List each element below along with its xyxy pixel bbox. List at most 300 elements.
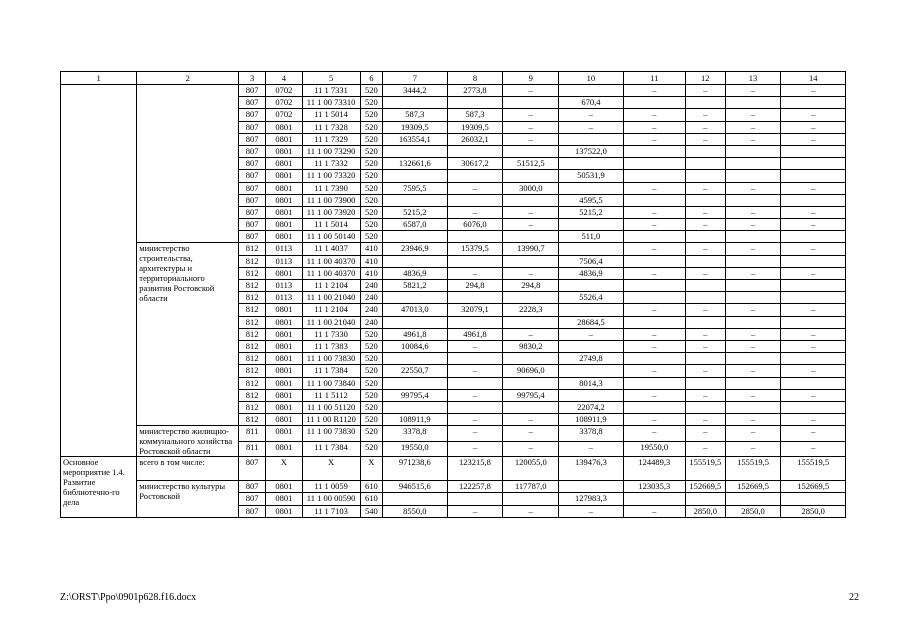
table-cell	[503, 194, 559, 206]
table-cell: –	[503, 441, 559, 457]
table-cell	[781, 194, 846, 206]
table-cell: 0801	[266, 231, 303, 243]
table-cell: 132661,6	[383, 158, 447, 170]
table-cell: 11 1 7103	[302, 505, 360, 517]
table-cell: 4961,8	[383, 328, 447, 340]
table-cell: 108911,9	[559, 414, 623, 426]
table-cell	[383, 401, 447, 413]
table-cell: –	[503, 426, 559, 442]
table-cell: 124489,3	[623, 457, 685, 481]
table-cell: –	[781, 365, 846, 377]
table-cell	[623, 280, 685, 292]
table-cell: 520	[360, 85, 383, 97]
table-cell: –	[685, 133, 725, 145]
table-cell: –	[623, 505, 685, 517]
table-cell: –	[685, 182, 725, 194]
table-cell	[503, 170, 559, 182]
table-cell	[685, 170, 725, 182]
table-cell	[383, 493, 447, 505]
column-header: 8	[447, 72, 503, 85]
table-cell	[503, 401, 559, 413]
table-cell	[685, 493, 725, 505]
table-cell: 240	[360, 316, 383, 328]
page-number: 22	[849, 592, 859, 603]
table-cell: –	[623, 243, 685, 255]
table-cell: 26032,1	[447, 133, 503, 145]
table-row	[61, 426, 846, 442]
table-cell: 0801	[266, 426, 303, 442]
table-cell: 520	[360, 182, 383, 194]
table-cell: 11 1 5014	[302, 109, 360, 121]
table-cell	[685, 316, 725, 328]
table-cell: 11 1 00 73830	[302, 353, 360, 365]
table-cell	[447, 194, 503, 206]
table-cell	[725, 231, 781, 243]
table-cell	[383, 97, 447, 109]
budget-table	[60, 71, 846, 518]
table-cell: 0801	[266, 267, 303, 279]
table-cell: 540	[360, 505, 383, 517]
table-cell: 520	[360, 414, 383, 426]
table-cell	[559, 304, 623, 316]
table-cell: 123215,8	[447, 457, 503, 481]
table-cell: 5526,4	[559, 292, 623, 304]
table-cell: 520	[360, 109, 383, 121]
table-cell: –	[447, 206, 503, 218]
table-cell	[383, 255, 447, 267]
table-cell: 7506,4	[559, 255, 623, 267]
table-cell: 152669,5	[781, 481, 846, 493]
table-cell: 807	[239, 505, 266, 517]
table-cell	[383, 170, 447, 182]
table-cell: –	[447, 414, 503, 426]
table-cell: 99795,4	[503, 389, 559, 401]
table-cell: 0801	[266, 219, 303, 231]
table-cell: 0801	[266, 170, 303, 182]
table-cell: –	[725, 109, 781, 121]
table-cell	[725, 353, 781, 365]
table-cell: –	[781, 426, 846, 442]
table-cell	[503, 97, 559, 109]
table-cell: –	[503, 267, 559, 279]
table-cell: 807	[239, 481, 266, 493]
table-cell: –	[685, 365, 725, 377]
table-cell: 294,8	[503, 280, 559, 292]
table-cell: –	[623, 267, 685, 279]
table-cell: 587,3	[447, 109, 503, 121]
table-cell: 0801	[266, 206, 303, 218]
table-cell: 0801	[266, 145, 303, 157]
table-cell	[685, 377, 725, 389]
table-cell	[623, 401, 685, 413]
table-cell: 0113	[266, 292, 303, 304]
table-cell: 520	[360, 231, 383, 243]
table-cell: 163554,1	[383, 133, 447, 145]
table-cell: 0801	[266, 414, 303, 426]
table-cell: 11 1 00 21040	[302, 292, 360, 304]
table-cell: –	[623, 206, 685, 218]
table-cell	[559, 85, 623, 97]
table-cell	[447, 493, 503, 505]
table-cell: 807	[239, 121, 266, 133]
table-cell: 520	[360, 353, 383, 365]
table-cell	[383, 316, 447, 328]
table-cell: 0801	[266, 505, 303, 517]
table-cell: 11 1 5014	[302, 219, 360, 231]
table-cell	[725, 145, 781, 157]
table-cell: 807	[239, 145, 266, 157]
table-cell	[725, 97, 781, 109]
table-cell	[447, 377, 503, 389]
table-cell: 240	[360, 292, 383, 304]
column-header: 12	[685, 72, 725, 85]
table-cell: –	[685, 340, 725, 352]
table-cell: –	[559, 109, 623, 121]
table-cell: 127983,3	[559, 493, 623, 505]
table-cell: 30617,2	[447, 158, 503, 170]
table-cell: 155519,5	[685, 457, 725, 481]
table-cell	[685, 255, 725, 267]
table-cell	[781, 353, 846, 365]
table-cell: 4836,9	[383, 267, 447, 279]
table-cell: 4836,9	[559, 267, 623, 279]
table-cell: 410	[360, 267, 383, 279]
table-cell: 520	[360, 206, 383, 218]
table-cell	[623, 145, 685, 157]
table-cell: 812	[239, 377, 266, 389]
table-cell: 90696,0	[503, 365, 559, 377]
table-cell: –	[623, 426, 685, 442]
table-cell: 5215,2	[383, 206, 447, 218]
table-cell: 812	[239, 365, 266, 377]
table-cell	[447, 255, 503, 267]
table-cell	[623, 231, 685, 243]
table-cell: –	[725, 426, 781, 442]
column-header: 11	[623, 72, 685, 85]
table-cell: –	[685, 243, 725, 255]
table-cell: –	[559, 121, 623, 133]
table-cell	[685, 231, 725, 243]
table-cell	[623, 292, 685, 304]
table-cell: 23946,9	[383, 243, 447, 255]
table-cell	[559, 280, 623, 292]
table-cell	[781, 170, 846, 182]
table-cell: 11 1 7329	[302, 133, 360, 145]
table-cell	[725, 158, 781, 170]
table-cell: –	[623, 109, 685, 121]
column-header: 10	[559, 72, 623, 85]
table-cell: 946515,6	[383, 481, 447, 493]
table-cell: –	[503, 109, 559, 121]
table-cell	[383, 194, 447, 206]
table-cell	[383, 231, 447, 243]
table-cell: 0801	[266, 194, 303, 206]
table-cell: –	[685, 109, 725, 121]
table-cell: 0801	[266, 182, 303, 194]
table-cell	[503, 353, 559, 365]
table-cell	[503, 493, 559, 505]
table-cell: –	[503, 328, 559, 340]
table-cell: 807	[239, 231, 266, 243]
table-cell: –	[685, 304, 725, 316]
table-cell: 11 1 00 40370	[302, 267, 360, 279]
table-cell	[447, 401, 503, 413]
table-cell: 5821,2	[383, 280, 447, 292]
table-cell: 807	[239, 85, 266, 97]
table-cell: 520	[360, 365, 383, 377]
table-cell: –	[503, 505, 559, 517]
table-cell: 4961,8	[447, 328, 503, 340]
table-cell: –	[781, 389, 846, 401]
table-cell: 47013,0	[383, 304, 447, 316]
table-cell	[623, 158, 685, 170]
table-cell: 0702	[266, 97, 303, 109]
table-cell: 123035,3	[623, 481, 685, 493]
table-cell: 610	[360, 481, 383, 493]
table-cell: 152669,5	[725, 481, 781, 493]
table-cell	[503, 316, 559, 328]
table-cell: 11 1 7383	[302, 340, 360, 352]
table-cell	[685, 401, 725, 413]
table-cell: 11 1 7331	[302, 85, 360, 97]
table-cell: 11 1 00 50140	[302, 231, 360, 243]
table-cell	[781, 255, 846, 267]
table-cell: Х	[360, 457, 383, 481]
table-cell	[383, 353, 447, 365]
table-cell: 812	[239, 292, 266, 304]
table-cell	[781, 292, 846, 304]
table-cell: 410	[360, 255, 383, 267]
table-cell	[559, 389, 623, 401]
table-cell: 0801	[266, 340, 303, 352]
table-cell: 0801	[266, 377, 303, 389]
table-cell	[383, 145, 447, 157]
table-cell: 11 1 7328	[302, 121, 360, 133]
table-cell: 0801	[266, 389, 303, 401]
executor-cell: министерство культуры Ростовской	[137, 481, 239, 518]
table-cell	[685, 280, 725, 292]
table-cell: 520	[360, 441, 383, 457]
table-cell: 0801	[266, 401, 303, 413]
table-cell	[725, 170, 781, 182]
table-cell	[503, 145, 559, 157]
table-cell: –	[685, 441, 725, 457]
table-cell: 5215,2	[559, 206, 623, 218]
table-cell: 51512,5	[503, 158, 559, 170]
table-cell: 11 1 7384	[302, 365, 360, 377]
table-cell: 137522,0	[559, 145, 623, 157]
table-cell: 155519,5	[781, 457, 846, 481]
table-cell: 11 1 00 R1120	[302, 414, 360, 426]
table-cell: –	[781, 121, 846, 133]
table-cell: 50531,9	[559, 170, 623, 182]
table-cell	[447, 170, 503, 182]
table-cell: 520	[360, 340, 383, 352]
table-cell: –	[447, 426, 503, 442]
table-cell	[685, 158, 725, 170]
table-cell: –	[685, 389, 725, 401]
table-cell	[781, 158, 846, 170]
table-cell: –	[685, 426, 725, 442]
table-cell: 807	[239, 182, 266, 194]
table-cell	[725, 377, 781, 389]
table-cell: 152669,5	[685, 481, 725, 493]
table-cell: 13990,7	[503, 243, 559, 255]
table-cell: –	[447, 182, 503, 194]
table-cell: –	[623, 85, 685, 97]
table-cell: 240	[360, 304, 383, 316]
table-cell: 32079,1	[447, 304, 503, 316]
table-cell: –	[781, 267, 846, 279]
executor-cell: министерство строительства, архитектуры и территориального развития Ростовской области	[137, 243, 239, 426]
table-cell: 8014,3	[559, 377, 623, 389]
table-cell: –	[781, 441, 846, 457]
table-cell: –	[781, 340, 846, 352]
table-cell	[685, 97, 725, 109]
table-cell: 155519,5	[725, 457, 781, 481]
column-header: 14	[781, 72, 846, 85]
table-cell: 812	[239, 414, 266, 426]
table-cell: 11 1 5112	[302, 389, 360, 401]
table-cell: 11 1 00 73830	[302, 426, 360, 442]
table-cell: –	[781, 206, 846, 218]
table-cell	[781, 231, 846, 243]
table-cell: 120055,0	[503, 457, 559, 481]
table-cell: 520	[360, 328, 383, 340]
table-cell: 3378,8	[559, 426, 623, 442]
table-cell: 11 1 0059	[302, 481, 360, 493]
table-cell: 670,4	[559, 97, 623, 109]
table-cell	[623, 97, 685, 109]
table-cell: 812	[239, 304, 266, 316]
table-cell: –	[781, 219, 846, 231]
table-cell: 0801	[266, 365, 303, 377]
table-cell: –	[623, 304, 685, 316]
table-cell: –	[781, 304, 846, 316]
table-cell: –	[781, 109, 846, 121]
table-cell: 812	[239, 401, 266, 413]
table-cell: –	[559, 505, 623, 517]
table-cell: 0801	[266, 316, 303, 328]
table-cell: 6076,0	[447, 219, 503, 231]
table-cell: 812	[239, 353, 266, 365]
table-cell: –	[447, 441, 503, 457]
table-cell: –	[725, 328, 781, 340]
table-cell: 807	[239, 158, 266, 170]
table-cell	[559, 133, 623, 145]
table-cell: 9830,2	[503, 340, 559, 352]
table-cell: –	[781, 328, 846, 340]
table-cell	[781, 377, 846, 389]
table-cell: –	[623, 121, 685, 133]
table-cell: 4595,5	[559, 194, 623, 206]
table-cell: –	[725, 182, 781, 194]
table-cell: 807	[239, 170, 266, 182]
table-cell: 22550,7	[383, 365, 447, 377]
table-cell	[725, 316, 781, 328]
table-cell	[559, 365, 623, 377]
table-cell: 807	[239, 194, 266, 206]
table-cell: 11 1 2104	[302, 280, 360, 292]
header-row	[61, 72, 846, 85]
table-cell: 11 1 2104	[302, 304, 360, 316]
table-cell: 520	[360, 145, 383, 157]
table-cell: 520	[360, 401, 383, 413]
table-cell: –	[685, 219, 725, 231]
table-cell: 807	[239, 109, 266, 121]
table-cell: –	[725, 206, 781, 218]
table-cell: –	[725, 340, 781, 352]
table-cell: 812	[239, 243, 266, 255]
table-cell	[559, 182, 623, 194]
table-cell: –	[685, 414, 725, 426]
table-cell: 812	[239, 267, 266, 279]
table-cell: 410	[360, 243, 383, 255]
table-cell: 11 1 7384	[302, 441, 360, 457]
program-cell	[61, 85, 137, 457]
table-cell: –	[623, 365, 685, 377]
table-cell: 11 1 00 73310	[302, 97, 360, 109]
table-cell: 2850,0	[781, 505, 846, 517]
table-cell	[725, 401, 781, 413]
table-cell: 520	[360, 170, 383, 182]
table-cell	[447, 231, 503, 243]
table-cell	[559, 243, 623, 255]
table-cell: –	[685, 85, 725, 97]
table-cell: 807	[239, 457, 266, 481]
table-cell: 520	[360, 121, 383, 133]
table-cell: 19550,0	[623, 441, 685, 457]
table-cell: –	[725, 121, 781, 133]
table-cell: –	[685, 121, 725, 133]
table-cell	[623, 353, 685, 365]
table-cell	[781, 316, 846, 328]
table-cell: 520	[360, 426, 383, 442]
table-cell	[503, 292, 559, 304]
table-cell	[781, 280, 846, 292]
table-cell	[383, 377, 447, 389]
executor-cell: министерство жилищно-коммунального хозяйства Ростовской области	[137, 426, 239, 457]
table-cell: –	[503, 133, 559, 145]
column-header: 7	[383, 72, 447, 85]
table-cell	[781, 401, 846, 413]
table-cell: 3000,0	[503, 182, 559, 194]
table-cell: –	[503, 121, 559, 133]
table-cell: 11 1 00 73320	[302, 170, 360, 182]
table-cell: 811	[239, 426, 266, 442]
table-cell: 122257,8	[447, 481, 503, 493]
table-cell: –	[623, 182, 685, 194]
column-header: 5	[302, 72, 360, 85]
table-cell: –	[725, 243, 781, 255]
table-cell: –	[781, 133, 846, 145]
table-cell	[447, 316, 503, 328]
table-cell: 2773,8	[447, 85, 503, 97]
table-cell: –	[623, 340, 685, 352]
table-cell	[725, 194, 781, 206]
table-cell: 2749,8	[559, 353, 623, 365]
table-cell: –	[623, 133, 685, 145]
table-cell	[503, 231, 559, 243]
table-cell: 11 1 00 73920	[302, 206, 360, 218]
table-cell: –	[447, 389, 503, 401]
table-cell: 99795,4	[383, 389, 447, 401]
table-cell: 511,0	[559, 231, 623, 243]
table-cell: 812	[239, 255, 266, 267]
table-cell: 0702	[266, 109, 303, 121]
table-cell: 11 1 00 21040	[302, 316, 360, 328]
table-cell: 28684,5	[559, 316, 623, 328]
